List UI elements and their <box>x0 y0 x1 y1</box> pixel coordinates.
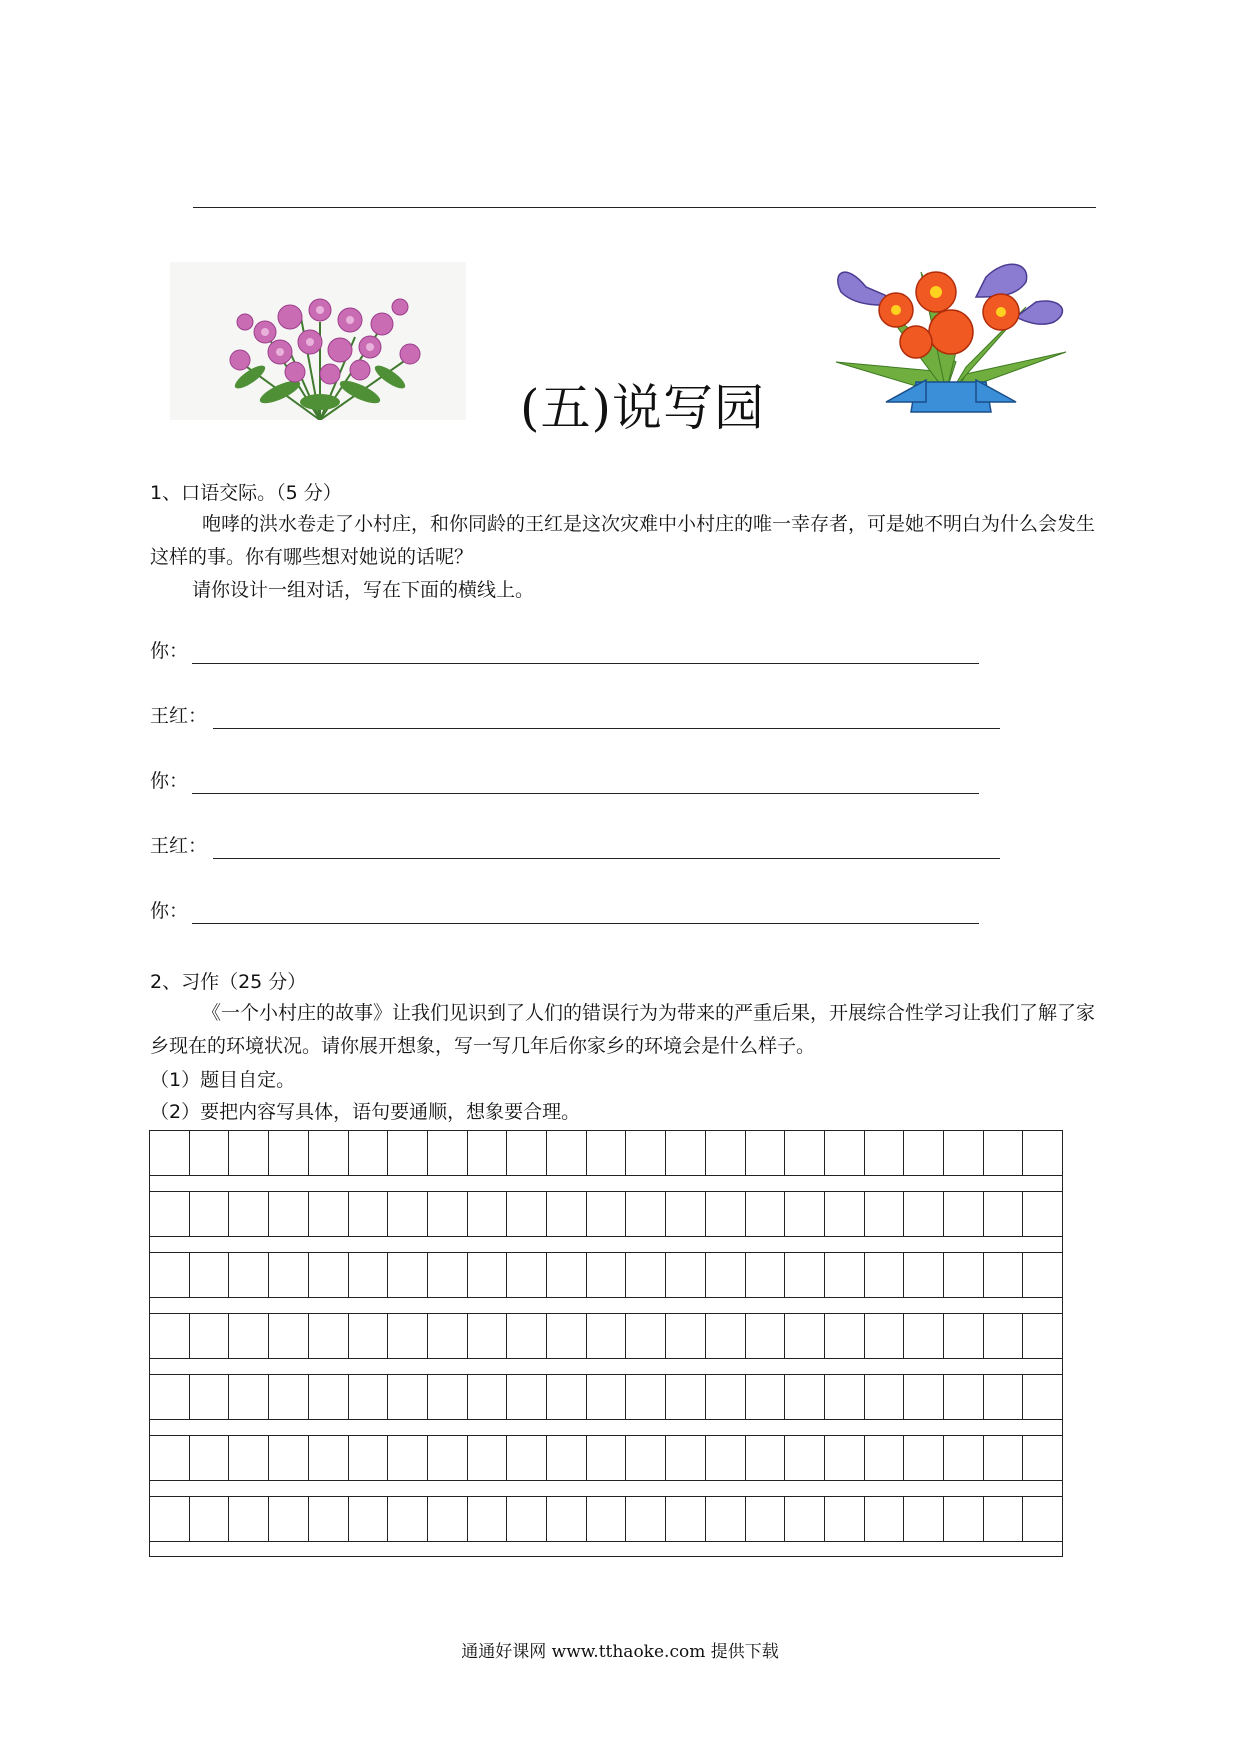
grid-cell[interactable] <box>388 1496 428 1542</box>
grid-cell[interactable] <box>388 1313 428 1359</box>
grid-cell[interactable] <box>468 1191 508 1237</box>
grid-cell[interactable] <box>666 1130 706 1176</box>
grid-cell[interactable] <box>468 1252 508 1298</box>
grid-cell[interactable] <box>865 1435 905 1481</box>
grid-cell[interactable] <box>666 1191 706 1237</box>
grid-cell[interactable] <box>547 1374 587 1420</box>
grid-cell[interactable] <box>785 1435 825 1481</box>
grid-cell[interactable] <box>746 1313 786 1359</box>
grid-cell[interactable] <box>666 1496 706 1542</box>
grid-row <box>149 1374 1063 1420</box>
grid-cell[interactable] <box>706 1313 746 1359</box>
grid-cell[interactable] <box>785 1496 825 1542</box>
grid-cell[interactable] <box>825 1313 865 1359</box>
grid-cell[interactable] <box>309 1191 349 1237</box>
grid-cell[interactable] <box>468 1374 508 1420</box>
grid-cell[interactable] <box>468 1313 508 1359</box>
grid-cell[interactable] <box>547 1435 587 1481</box>
grid-cell[interactable] <box>150 1435 190 1481</box>
grid-cell[interactable] <box>904 1130 944 1176</box>
grid-cell[interactable] <box>507 1374 547 1420</box>
grid-cell[interactable] <box>229 1252 269 1298</box>
answer-line[interactable] <box>213 858 1000 859</box>
dialogue-row[interactable] <box>150 636 980 666</box>
grid-cell[interactable] <box>349 1435 389 1481</box>
grid-cell[interactable] <box>428 1130 468 1176</box>
grid-cell[interactable] <box>507 1496 547 1542</box>
grid-cell[interactable] <box>229 1191 269 1237</box>
grid-row-gap <box>149 1298 1063 1313</box>
grid-cell[interactable] <box>666 1435 706 1481</box>
grid-row-gap <box>149 1542 1063 1557</box>
grid-cell[interactable] <box>904 1435 944 1481</box>
grid-cell[interactable] <box>428 1191 468 1237</box>
answer-line[interactable] <box>213 728 1000 729</box>
grid-cell[interactable] <box>388 1374 428 1420</box>
grid-cell[interactable] <box>706 1435 746 1481</box>
grid-cell[interactable] <box>507 1252 547 1298</box>
grid-cell[interactable] <box>547 1252 587 1298</box>
grid-cell[interactable] <box>428 1435 468 1481</box>
grid-cell[interactable] <box>349 1130 389 1176</box>
composition-grid[interactable] <box>149 1130 1063 1557</box>
grid-cell[interactable] <box>785 1313 825 1359</box>
grid-row <box>149 1435 1063 1481</box>
grid-cell[interactable] <box>587 1496 627 1542</box>
grid-cell[interactable] <box>150 1496 190 1542</box>
grid-cell[interactable] <box>388 1435 428 1481</box>
grid-cell[interactable] <box>1023 1435 1063 1481</box>
grid-cell[interactable] <box>507 1313 547 1359</box>
grid-cell[interactable] <box>507 1435 547 1481</box>
grid-cell[interactable] <box>904 1191 944 1237</box>
grid-cell[interactable] <box>269 1191 309 1237</box>
grid-cell[interactable] <box>309 1496 349 1542</box>
page-title: (五)说写园 <box>520 379 766 437</box>
grid-cell[interactable] <box>468 1130 508 1176</box>
dialogue-row[interactable] <box>150 701 1001 731</box>
grid-row-gap <box>149 1481 1063 1496</box>
grid-cell[interactable] <box>626 1252 666 1298</box>
grid-cell[interactable] <box>428 1496 468 1542</box>
grid-cell[interactable] <box>1023 1496 1063 1542</box>
grid-cell[interactable] <box>1023 1130 1063 1176</box>
grid-row-gap <box>149 1359 1063 1374</box>
grid-cell[interactable] <box>468 1435 508 1481</box>
grid-cell[interactable] <box>944 1130 984 1176</box>
section2-paragraph <box>150 997 1110 1063</box>
section1-instruction-text: 请你设计一组对话，写在下面的横线上。 <box>192 579 535 601</box>
grid-cell[interactable] <box>825 1496 865 1542</box>
grid-cell[interactable] <box>865 1374 905 1420</box>
dialogue-speaker: 你： <box>150 640 189 662</box>
grid-cell[interactable] <box>587 1313 627 1359</box>
grid-cell[interactable] <box>229 1374 269 1420</box>
grid-cell[interactable] <box>984 1313 1024 1359</box>
grid-cell[interactable] <box>428 1252 468 1298</box>
section1-heading: 1、口语交际。（5 分） <box>150 482 342 504</box>
grid-cell[interactable] <box>984 1496 1024 1542</box>
grid-cell[interactable] <box>309 1313 349 1359</box>
grid-cell[interactable] <box>666 1374 706 1420</box>
grid-cell[interactable] <box>547 1130 587 1176</box>
grid-cell[interactable] <box>388 1191 428 1237</box>
grid-cell[interactable] <box>269 1496 309 1542</box>
grid-cell[interactable] <box>865 1130 905 1176</box>
dialogue-speaker: 王红： <box>150 705 208 727</box>
grid-row <box>149 1130 1063 1176</box>
grid-cell[interactable] <box>944 1496 984 1542</box>
grid-cell[interactable] <box>587 1374 627 1420</box>
grid-cell[interactable] <box>507 1130 547 1176</box>
grid-cell[interactable] <box>150 1313 190 1359</box>
grid-row <box>149 1252 1063 1298</box>
grid-cell[interactable] <box>666 1252 706 1298</box>
grid-cell[interactable] <box>944 1374 984 1420</box>
grid-cell[interactable] <box>388 1252 428 1298</box>
grid-cell[interactable] <box>349 1496 389 1542</box>
grid-cell[interactable] <box>150 1374 190 1420</box>
dialogue-speaker: 你： <box>150 900 189 922</box>
grid-cell[interactable] <box>785 1252 825 1298</box>
grid-cell[interactable] <box>825 1374 865 1420</box>
grid-cell[interactable] <box>825 1435 865 1481</box>
grid-cell[interactable] <box>746 1435 786 1481</box>
section2-requirement-2: （2）要把内容写具体，语句要通顺，想象要合理。 <box>150 1101 581 1123</box>
grid-cell[interactable] <box>428 1313 468 1359</box>
dialogue-speaker: 你： <box>150 770 189 792</box>
dialogue-row[interactable] <box>150 766 980 796</box>
grid-cell[interactable] <box>587 1435 627 1481</box>
grid-cell[interactable] <box>587 1130 627 1176</box>
dialogue-row[interactable] <box>150 896 980 926</box>
dialogue-row[interactable] <box>150 831 1001 861</box>
grid-cell[interactable] <box>309 1130 349 1176</box>
grid-row <box>149 1191 1063 1237</box>
grid-cell[interactable] <box>706 1130 746 1176</box>
answer-line[interactable] <box>192 663 979 664</box>
grid-cell[interactable] <box>626 1191 666 1237</box>
grid-cell[interactable] <box>785 1374 825 1420</box>
flower-photo-left <box>170 262 466 420</box>
grid-row-gap <box>149 1420 1063 1435</box>
header-rule <box>193 207 1096 208</box>
grid-cell[interactable] <box>190 1374 230 1420</box>
grid-cell[interactable] <box>785 1191 825 1237</box>
grid-cell[interactable] <box>944 1313 984 1359</box>
grid-cell[interactable] <box>904 1374 944 1420</box>
footer-credit: 通通好课网 www.tthaoke.com 提供下载 <box>461 1642 779 1662</box>
grid-cell[interactable] <box>626 1435 666 1481</box>
grid-cell[interactable] <box>626 1313 666 1359</box>
grid-cell[interactable] <box>190 1313 230 1359</box>
grid-cell[interactable] <box>547 1191 587 1237</box>
grid-cell[interactable] <box>190 1191 230 1237</box>
grid-cell[interactable] <box>984 1130 1024 1176</box>
grid-cell[interactable] <box>626 1374 666 1420</box>
grid-cell[interactable] <box>746 1496 786 1542</box>
grid-cell[interactable] <box>349 1252 389 1298</box>
grid-cell[interactable] <box>150 1252 190 1298</box>
grid-cell[interactable] <box>944 1435 984 1481</box>
grid-cell[interactable] <box>269 1435 309 1481</box>
grid-cell[interactable] <box>388 1130 428 1176</box>
grid-cell[interactable] <box>984 1435 1024 1481</box>
grid-cell[interactable] <box>706 1374 746 1420</box>
grid-cell[interactable] <box>865 1191 905 1237</box>
section1-instruction <box>150 574 1110 607</box>
grid-cell[interactable] <box>746 1130 786 1176</box>
grid-cell[interactable] <box>269 1130 309 1176</box>
grid-cell[interactable] <box>1023 1313 1063 1359</box>
grid-cell[interactable] <box>587 1191 627 1237</box>
grid-cell[interactable] <box>547 1313 587 1359</box>
grid-cell[interactable] <box>944 1191 984 1237</box>
grid-cell[interactable] <box>468 1496 508 1542</box>
grid-cell[interactable] <box>626 1130 666 1176</box>
grid-cell[interactable] <box>507 1191 547 1237</box>
grid-cell[interactable] <box>746 1374 786 1420</box>
grid-cell[interactable] <box>865 1252 905 1298</box>
grid-cell[interactable] <box>190 1130 230 1176</box>
grid-cell[interactable] <box>229 1313 269 1359</box>
grid-cell[interactable] <box>269 1374 309 1420</box>
grid-cell[interactable] <box>150 1130 190 1176</box>
grid-cell[interactable] <box>944 1252 984 1298</box>
grid-cell[interactable] <box>904 1496 944 1542</box>
grid-cell[interactable] <box>904 1313 944 1359</box>
grid-cell[interactable] <box>349 1191 389 1237</box>
grid-cell[interactable] <box>309 1435 349 1481</box>
grid-cell[interactable] <box>666 1313 706 1359</box>
grid-cell[interactable] <box>785 1130 825 1176</box>
grid-cell[interactable] <box>825 1191 865 1237</box>
grid-cell[interactable] <box>547 1496 587 1542</box>
grid-cell[interactable] <box>349 1374 389 1420</box>
section1-paragraph <box>150 508 1110 574</box>
grid-cell[interactable] <box>1023 1374 1063 1420</box>
grid-cell[interactable] <box>349 1313 389 1359</box>
grid-row-gap <box>149 1176 1063 1191</box>
grid-cell[interactable] <box>746 1252 786 1298</box>
grid-row <box>149 1496 1063 1542</box>
grid-row-gap <box>149 1237 1063 1252</box>
grid-cell[interactable] <box>984 1191 1024 1237</box>
section2-heading: 2、习作（25 分） <box>150 971 307 993</box>
section2-paragraph-text: 《一个小村庄的故事》让我们见识到了人们的错误行为为带来的严重后果，开展综合性学习让我们了解了家乡现在的环境状况。请你展开想象，写一写几年后你家乡的环境会是什么样子。 <box>150 1002 1096 1057</box>
grid-cell[interactable] <box>706 1252 746 1298</box>
grid-cell[interactable] <box>587 1252 627 1298</box>
grid-cell[interactable] <box>825 1130 865 1176</box>
grid-cell[interactable] <box>825 1252 865 1298</box>
answer-line[interactable] <box>192 923 979 924</box>
grid-cell[interactable] <box>229 1130 269 1176</box>
grid-cell[interactable] <box>428 1374 468 1420</box>
grid-cell[interactable] <box>190 1496 230 1542</box>
grid-cell[interactable] <box>309 1252 349 1298</box>
flower-clipart-right <box>826 252 1078 420</box>
section1-paragraph-text: 咆哮的洪水卷走了小村庄，和你同龄的王红是这次灾难中小村庄的唯一幸存者，可是她不明白为什么会发生这样的事。你有哪些想对她说的话呢？ <box>150 513 1096 568</box>
grid-cell[interactable] <box>309 1374 349 1420</box>
dialogue-speaker: 王红： <box>150 835 208 857</box>
grid-cell[interactable] <box>150 1191 190 1237</box>
grid-cell[interactable] <box>865 1313 905 1359</box>
grid-cell[interactable] <box>984 1252 1024 1298</box>
grid-cell[interactable] <box>269 1313 309 1359</box>
grid-cell[interactable] <box>269 1252 309 1298</box>
section2-requirement-1: （1）题目自定。 <box>150 1069 296 1091</box>
grid-cell[interactable] <box>865 1496 905 1542</box>
grid-cell[interactable] <box>904 1252 944 1298</box>
grid-cell[interactable] <box>1023 1252 1063 1298</box>
grid-cell[interactable] <box>746 1191 786 1237</box>
grid-cell[interactable] <box>626 1496 666 1542</box>
grid-cell[interactable] <box>706 1496 746 1542</box>
grid-cell[interactable] <box>190 1435 230 1481</box>
grid-cell[interactable] <box>229 1496 269 1542</box>
grid-row <box>149 1313 1063 1359</box>
grid-cell[interactable] <box>1023 1191 1063 1237</box>
grid-cell[interactable] <box>190 1252 230 1298</box>
answer-line[interactable] <box>192 793 979 794</box>
grid-cell[interactable] <box>984 1374 1024 1420</box>
grid-cell[interactable] <box>706 1191 746 1237</box>
grid-cell[interactable] <box>229 1435 269 1481</box>
